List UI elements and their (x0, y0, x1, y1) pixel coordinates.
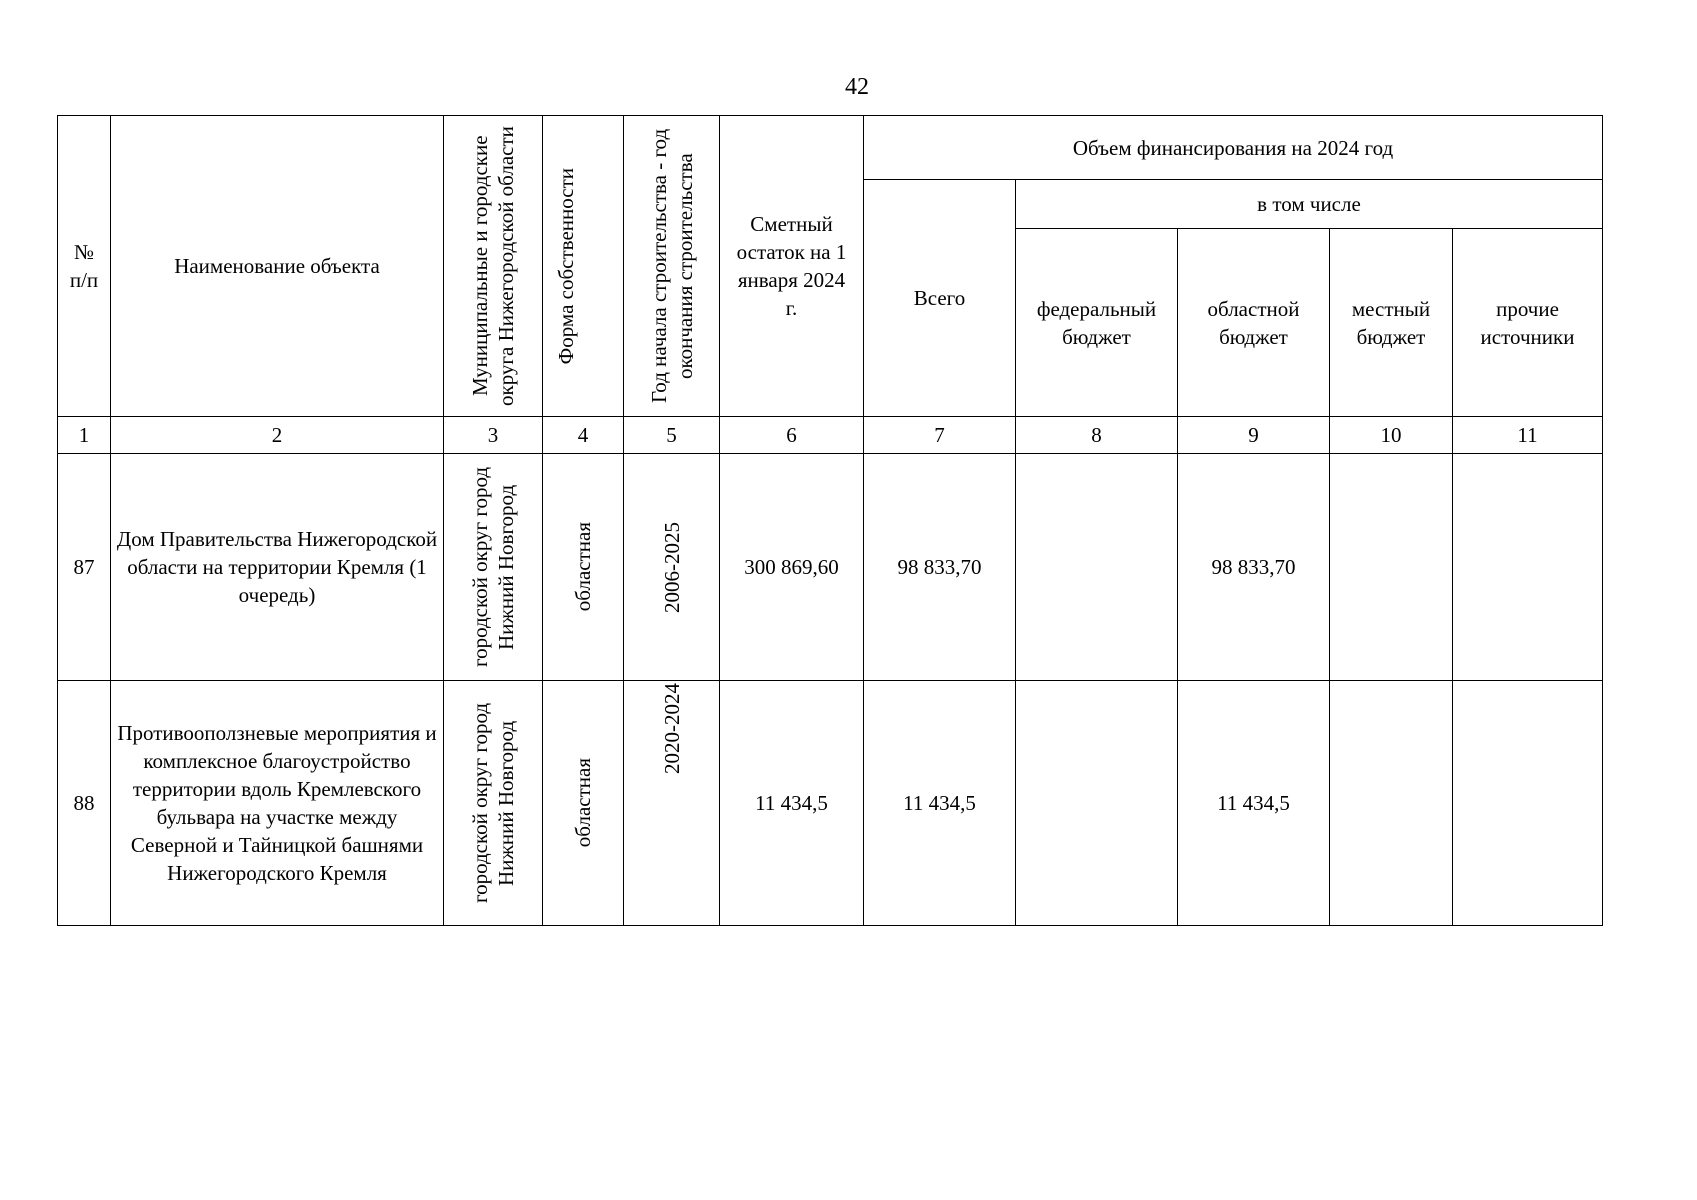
header-ownership (543, 116, 624, 417)
header-federal: федеральный бюджет (1016, 229, 1178, 417)
column-number: 6 (720, 417, 864, 454)
local-amount (1330, 681, 1453, 926)
header-total: Всего (864, 180, 1016, 417)
municipality-cell (444, 454, 543, 681)
local-amount (1330, 454, 1453, 681)
header-estimate-balance: Сметный остаток на 1 января 2024 г. (720, 116, 864, 417)
estimate-balance: 11 434,5 (720, 681, 864, 926)
ownership-text: областная (571, 758, 595, 848)
column-numbers-row (58, 417, 1603, 454)
table-row (58, 454, 1603, 681)
header-ownership-text: Форма собственности (554, 167, 578, 365)
federal-amount (1016, 454, 1178, 681)
years-text: 2006-2025 (659, 521, 684, 613)
years-cell (624, 454, 720, 681)
municipality-text: городской округ город Нижний Новгород (468, 702, 518, 904)
regional-amount: 98 833,70 (1178, 454, 1330, 681)
header-regional: областной бюджет (1178, 229, 1330, 417)
column-number: 9 (1178, 417, 1330, 454)
column-number: 7 (864, 417, 1016, 454)
ownership-cell (543, 454, 624, 681)
column-number: 1 (58, 417, 111, 454)
municipality-text: городской округ город Нижний Новгород (468, 466, 518, 668)
header-years-text: Год начала строительства - год окончания строительства (646, 128, 697, 404)
column-number: 2 (111, 417, 444, 454)
header-years (624, 116, 720, 417)
years-text: 2020-2024 (659, 683, 684, 774)
object-name: Противооползневые мероприятия и комплексное благоустройство территории вдоль Кремлевского бульвара на участке между Северной и Тайницкой башнями Нижегородского Кремля (111, 681, 444, 926)
ownership-cell (543, 681, 624, 926)
other-amount (1453, 681, 1603, 926)
header-local: местный бюджет (1330, 229, 1453, 417)
header-number: № п/п (58, 116, 111, 417)
other-amount (1453, 454, 1603, 681)
estimate-balance: 300 869,60 (720, 454, 864, 681)
years-cell (624, 681, 720, 926)
header-including-group: в том числе (1016, 180, 1603, 229)
table-row (58, 681, 1603, 926)
regional-amount: 11 434,5 (1178, 681, 1330, 926)
column-number: 8 (1016, 417, 1178, 454)
header-other: прочие источники (1453, 229, 1603, 417)
object-name: Дом Правительства Нижегородской области на территории Кремля (1 очередь) (111, 454, 444, 681)
header-municipality-text: Муниципальные и городские округа Нижегородской области (468, 126, 518, 406)
header-financing-group: Объем финансирования на 2024 год (864, 116, 1603, 180)
column-number: 5 (624, 417, 720, 454)
row-number: 88 (58, 681, 111, 926)
page-number: 42 (845, 74, 869, 100)
column-number: 10 (1330, 417, 1453, 454)
row-number: 87 (58, 454, 111, 681)
column-number: 3 (444, 417, 543, 454)
header-municipality (444, 116, 543, 417)
construction-objects-table (57, 115, 1603, 926)
federal-amount (1016, 681, 1178, 926)
column-number: 4 (543, 417, 624, 454)
total-amount: 11 434,5 (864, 681, 1016, 926)
total-amount: 98 833,70 (864, 454, 1016, 681)
ownership-text: областная (571, 522, 595, 612)
header-object-name: Наименование объекта (111, 116, 444, 417)
municipality-cell (444, 681, 543, 926)
column-number: 11 (1453, 417, 1603, 454)
